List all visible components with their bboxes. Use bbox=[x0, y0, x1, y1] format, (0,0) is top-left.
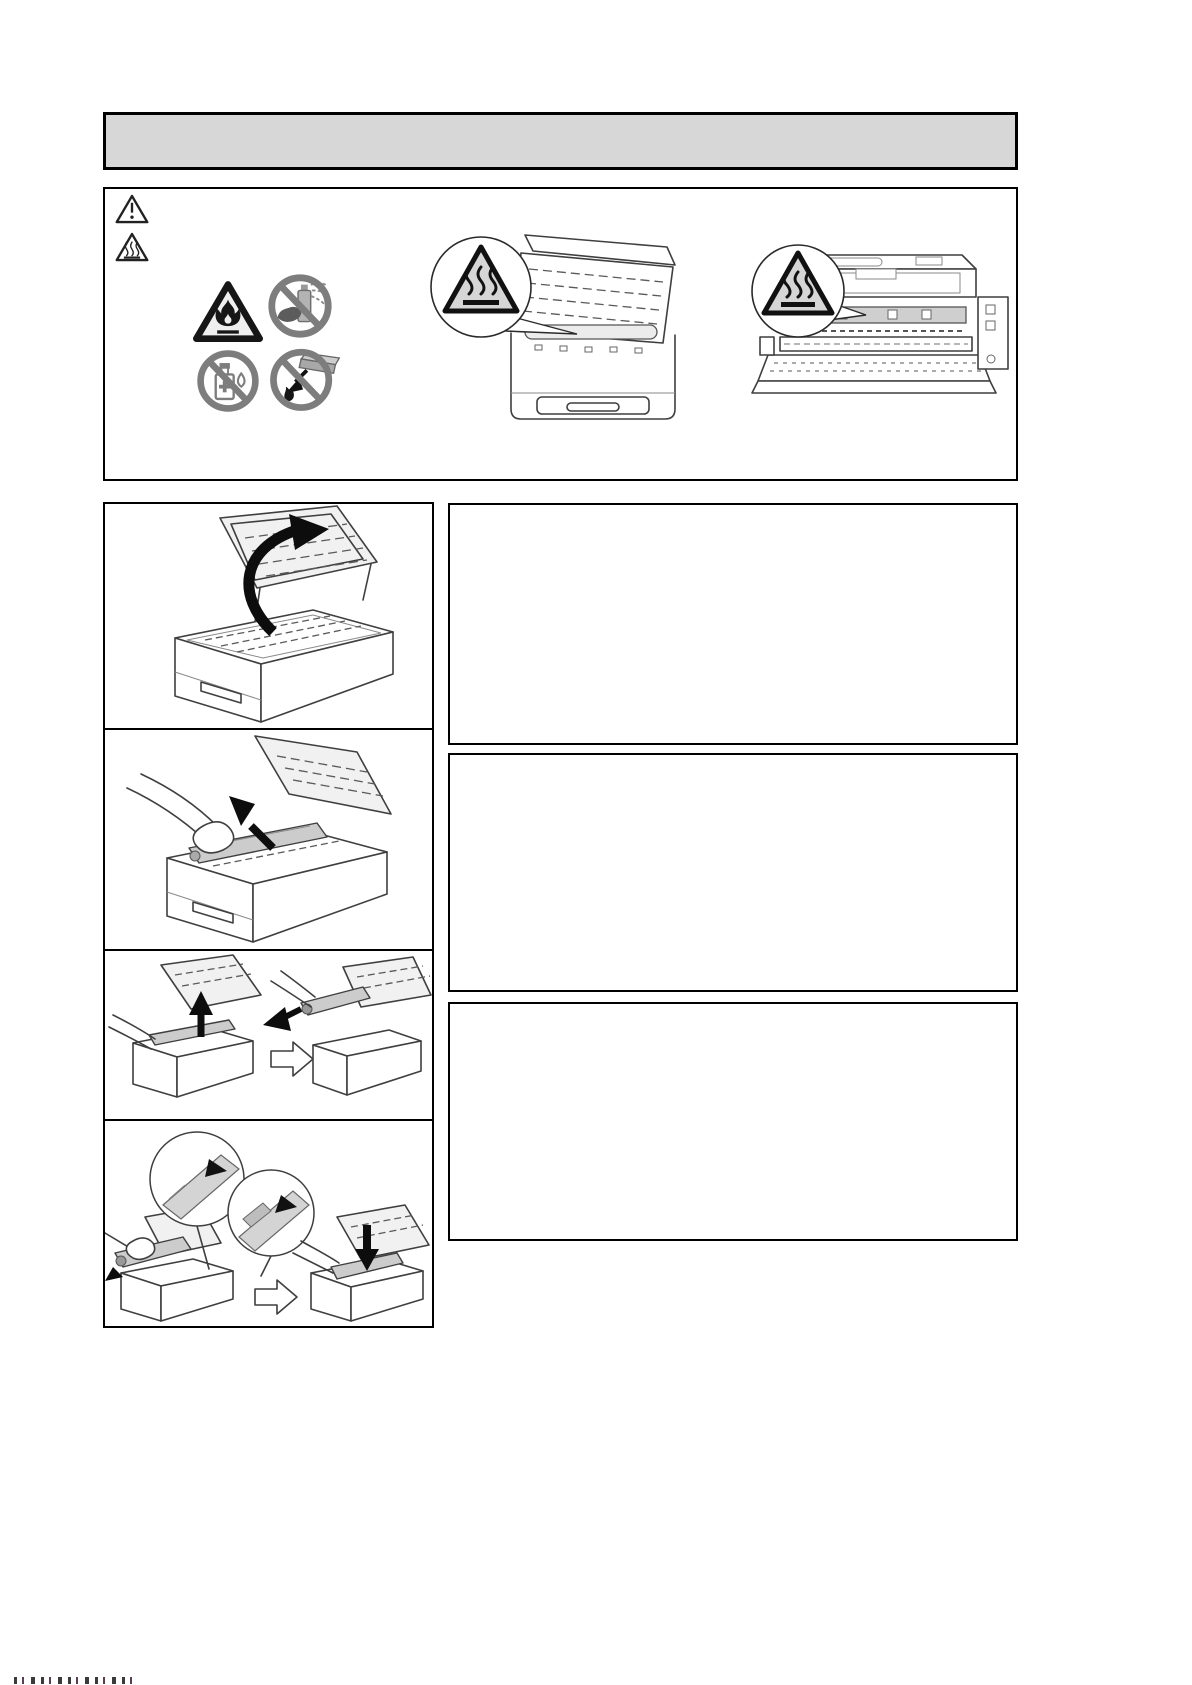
step-2-grip-assembly-box bbox=[103, 728, 434, 951]
step-1-open-top-cover-box bbox=[103, 502, 434, 730]
guide-rail-callout-2 bbox=[228, 1170, 314, 1276]
lift-and-remove-illustration bbox=[105, 951, 432, 1119]
no-aerosol-spray-icon bbox=[265, 271, 335, 341]
pull-out-arrow bbox=[263, 1007, 301, 1031]
insert-along-guides-illustration bbox=[105, 1121, 432, 1326]
hot-surface-warning-icon bbox=[114, 231, 150, 264]
instruction-box-2 bbox=[448, 753, 1018, 992]
no-flammable-liquid-icon bbox=[194, 347, 262, 415]
hand bbox=[127, 774, 234, 853]
flammable-warning-triangle-icon bbox=[193, 279, 263, 345]
step-4-insert-along-guides-box bbox=[103, 1119, 434, 1328]
instruction-text-3 bbox=[450, 1004, 1016, 1032]
next-step-arrow bbox=[271, 1042, 313, 1076]
instruction-text-1 bbox=[450, 505, 1016, 533]
grip-toner-assembly-illustration bbox=[105, 730, 432, 949]
printer-rear-open-illustration bbox=[730, 241, 1018, 403]
warning-panel bbox=[103, 187, 1018, 481]
section-title-bar bbox=[103, 112, 1018, 170]
next-step-arrow bbox=[255, 1280, 297, 1314]
step-3-lift-and-remove-box bbox=[103, 949, 434, 1121]
instruction-box-3 bbox=[448, 1002, 1018, 1241]
no-toner-in-fire-icon bbox=[263, 343, 345, 413]
instruction-box-1 bbox=[448, 503, 1018, 745]
clipped-footer-text-fragment bbox=[14, 1677, 132, 1684]
exclamation-warning-icon bbox=[114, 193, 150, 226]
instruction-text-2 bbox=[450, 755, 1016, 783]
open-top-cover-illustration bbox=[105, 504, 432, 728]
printer-front-open-illustration bbox=[425, 231, 683, 427]
